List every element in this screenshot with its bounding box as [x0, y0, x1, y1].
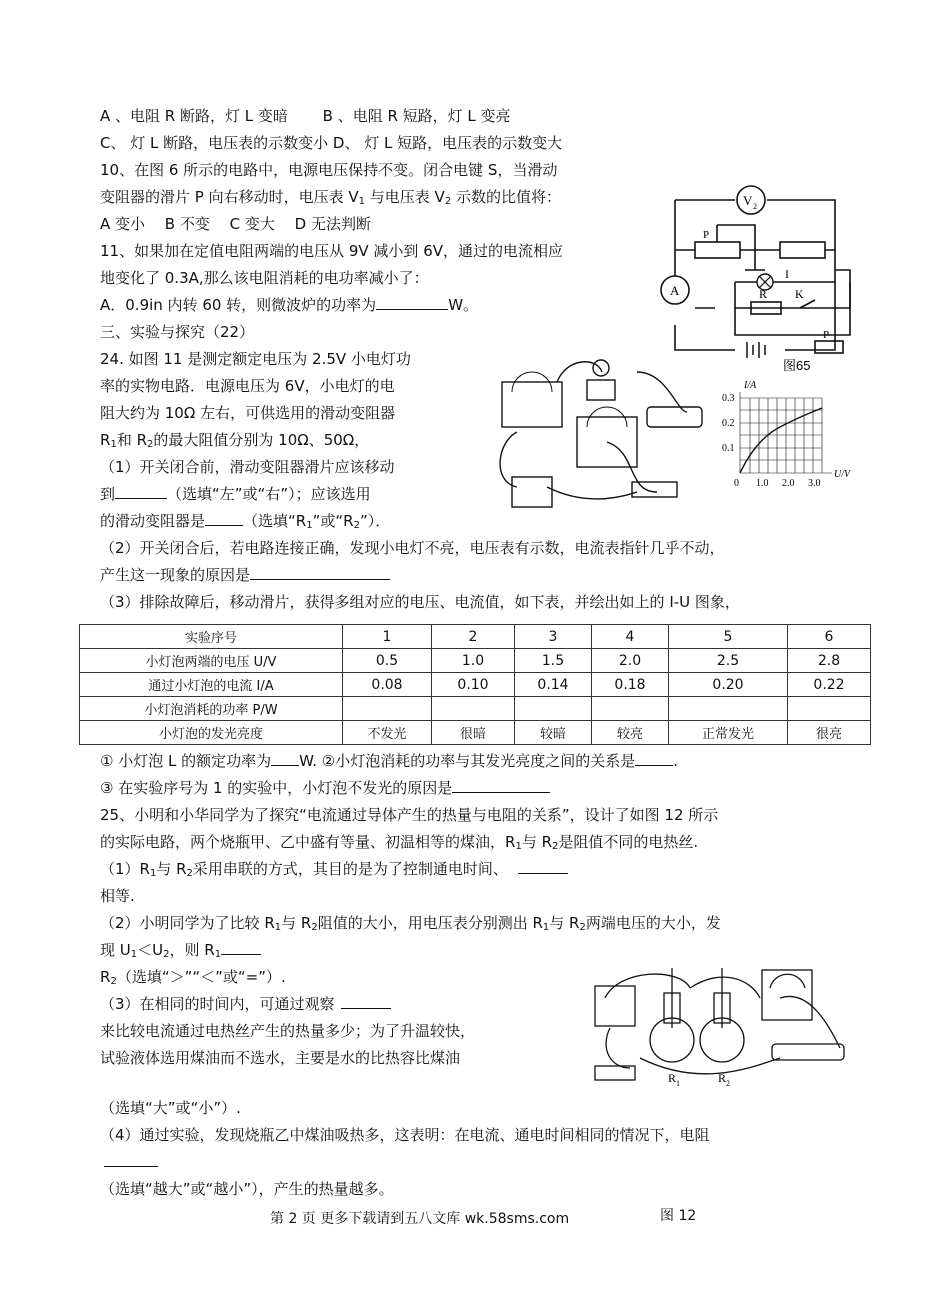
q25-part3-line1: （3）在相同的时间内，可通过观察 — [100, 993, 391, 1015]
apparatus-fig12 — [580, 958, 860, 1100]
q25-line1: 25、小明和小华同学为了探究“电流通过导体产生的热量与电阻的关系”，设计了如图 12 所示 — [100, 806, 719, 824]
table-cell — [343, 697, 432, 721]
voltmeter-device — [762, 970, 812, 1020]
table-cell: 5 — [669, 625, 788, 649]
svg-text:2: 2 — [726, 1079, 730, 1088]
table-cell — [592, 697, 669, 721]
table-cell: 6 — [788, 625, 871, 649]
q25-part2-line1: （2）小明同学为了比较 $R_1$与 $R_2$阻值的大小，用电压表分别测出 $R_1$与 $R_2$两端电压的大小，发 — [100, 914, 721, 933]
rheostat-device — [647, 407, 702, 427]
svg-text:R: R — [759, 287, 768, 301]
table-cell: 小灯泡的发光亮度 — [80, 721, 343, 745]
physical-circuit-fig11 — [487, 352, 712, 512]
option-line-ab: A 、电阻 R 断路，灯 L 变暗 B 、电阻 R 短路，灯 L 变亮 — [100, 107, 511, 125]
q24-line3: 阻大约为 10Ω 左右，可供选用的滑动变阻器 — [100, 404, 396, 422]
svg-text:0: 0 — [734, 478, 739, 489]
q25-part4-line2: （选填“越大”或“越小”），产生的热量越多。 — [100, 1180, 394, 1198]
svg-text:P: P — [703, 229, 710, 241]
table-cell: 小灯泡消耗的功率 P/W — [80, 697, 343, 721]
table-cell: 0.5 — [343, 649, 432, 673]
q24-part3-line1: （3）排除故障后，移动滑片，获得多组对应的电压、电流值，如下表，并绘出如上的 I-U 图象， — [100, 593, 740, 611]
svg-text:A: A — [670, 283, 680, 298]
svg-text:P: P — [823, 329, 830, 341]
voltmeter-device — [502, 382, 562, 427]
table-cell: 较亮 — [592, 721, 669, 745]
q25-part3-line2: 来比较电流通过电热丝产生的热量多少；为了升温较快， — [100, 1022, 476, 1040]
bulb-icon — [593, 360, 609, 376]
figure-12-caption: 图 12 — [660, 1208, 697, 1224]
table-cell — [788, 697, 871, 721]
q11-line1: 11、如果加在定值电阻两端的电压从 9V 减小到 6V，通过的电流相应 — [100, 242, 564, 260]
q25-part3-line3: 试验液体选用煤油而不选水，主要是水的比热容比煤油 — [100, 1049, 461, 1067]
circuit-diagram-fig65 — [655, 170, 865, 380]
table-cell: 通过小灯泡的电流 I/A — [80, 673, 343, 697]
table-cell: 0.14 — [515, 673, 592, 697]
table-cell: 较暗 — [515, 721, 592, 745]
svg-text:0.2: 0.2 — [722, 418, 735, 429]
table-cell: 1.0 — [432, 649, 515, 673]
table-row — [80, 697, 871, 721]
table-cell: 2.0 — [592, 649, 669, 673]
table-cell: 很暗 — [432, 721, 515, 745]
table-cell: 0.22 — [788, 673, 871, 697]
q24-line2: 率的实物电路．电源电压为 6V，小电灯的电 — [100, 377, 395, 395]
rheostat-device — [772, 1044, 844, 1060]
resistor-symbol — [780, 242, 825, 258]
svg-text:U/V: U/V — [834, 469, 851, 480]
q25-part4-blank — [100, 1151, 158, 1173]
svg-text:1.0: 1.0 — [756, 478, 769, 489]
q25-part2-line3: $R_2$（选填“＞”“＜”或“=”）. — [100, 968, 286, 987]
table-cell: 1 — [343, 625, 432, 649]
battery-pack — [595, 986, 635, 1026]
table-cell: 实验序号 — [80, 625, 343, 649]
table-cell: 4 — [592, 625, 669, 649]
q25-part1-line1: $(1)R_1$与 $R_2$采用串联的方式，其目的是为了控制通电时间、 — [100, 858, 568, 885]
table-cell: 正常发光 — [669, 721, 788, 745]
q24-part1-line1: （1）开关闭合前，滑动变阻器滑片应该移动 — [100, 458, 395, 476]
table-cell: 1.5 — [515, 649, 592, 673]
table-cell: 0.18 — [592, 673, 669, 697]
battery-box — [512, 477, 552, 507]
q24-part2-line1: （2）开关闭合后，若电路连接正确，发现小电灯不亮，电压表有示数，电流表指针几乎不动， — [100, 539, 725, 557]
q10-line2: 变阻器的滑片 P 向右移动时，电压表 $V_1$ 与电压表 $V_2$ 示数的比值将： — [100, 188, 561, 207]
q24-line1: 24. 如图 11 是测定额定电压为 2.5V 小电灯功 — [100, 350, 411, 368]
q25-line2: 的实际电路，两个烧瓶甲、乙中盛有等量、初温相等的煤油，$R_1$与 $R_2$是阻值不同的电热丝. — [100, 833, 699, 852]
svg-text:1: 1 — [676, 1079, 680, 1088]
table-cell — [515, 697, 592, 721]
q11-line2: 地变化了 0.3A,那么该电阻消耗的电功率减小了： — [100, 269, 429, 287]
experiment-table — [79, 624, 871, 745]
q24-subq3: ③ 在实验序号为 1 的实验中，小灯泡不发光的原因是 — [100, 777, 550, 799]
svg-text:3.0: 3.0 — [808, 478, 821, 489]
section-3-title: 三、实验与探究（22） — [100, 323, 255, 341]
table-row — [80, 673, 871, 697]
svg-text:2: 2 — [753, 202, 757, 211]
option-line-cd: C、 灯 L 断路，电压表的示数变小 D、 灯 L 短路，电压表的示数变大 — [100, 134, 563, 152]
svg-text:I/A: I/A — [744, 380, 757, 391]
table-cell: 很亮 — [788, 721, 871, 745]
iu-curve — [740, 408, 822, 473]
iu-graph — [722, 378, 852, 496]
q25-part2-line2: 现 $U_1<U_2$，则 $R_1$ — [100, 939, 261, 966]
svg-text:R: R — [718, 1071, 727, 1085]
page-footer: 第 2 页 更多下载请到五八文库 wk.58sms.com — [270, 1211, 570, 1227]
svg-text:V: V — [743, 193, 753, 208]
table-cell: 2.8 — [788, 649, 871, 673]
svg-text:0.3: 0.3 — [722, 393, 735, 404]
svg-text:I: I — [785, 267, 789, 281]
rheostat-symbol — [695, 242, 740, 258]
q10-line1: 10、在图 6 所示的电路中，电源电压保持不变。闭合电键 S，当滑动 — [100, 161, 558, 179]
table-cell: 2.5 — [669, 649, 788, 673]
q24-part2-line2: 产生这一现象的原因是 — [100, 564, 390, 586]
svg-text:图65: 图65 — [783, 358, 811, 373]
q25-part1-line2: 相等. — [100, 887, 135, 905]
q10-options: A 变小 B 不变 C 变大 D 无法判断 — [100, 215, 371, 233]
q24-line4: $R_1$和 $R_2$的最大阻值分别为 10Ω、50Ω， — [100, 431, 370, 450]
table-cell: 0.10 — [432, 673, 515, 697]
table-cell: 0.20 — [669, 673, 788, 697]
svg-text:2.0: 2.0 — [782, 478, 795, 489]
table-cell — [669, 697, 788, 721]
svg-text:0.1: 0.1 — [722, 443, 735, 454]
q11-line3: A．0.9in 内转 60 转，则微波炉的功率为 W。 — [100, 296, 479, 314]
table-cell: 不发光 — [343, 721, 432, 745]
q24-part1-line3: 的滑动变阻器是 （选填“$R_1$”或“$R_2$”）． — [100, 512, 391, 531]
table-row — [80, 721, 871, 745]
table-row — [80, 649, 871, 673]
table-row — [80, 625, 871, 649]
q25-part4-line1: （4）通过实验，发现烧瓶乙中煤油吸热多，这表明：在电流、通电时间相同的情况下，电阻 — [100, 1126, 710, 1144]
svg-text:K: K — [795, 287, 804, 301]
q25-part3-line4: （选填“大”或“小”）. — [100, 1099, 241, 1117]
table-cell: 小灯泡两端的电压 U/V — [80, 649, 343, 673]
lamp-holder — [587, 380, 615, 400]
table-cell: 0.08 — [343, 673, 432, 697]
q24-part1-line2: 到 （选填“左”或“右”）；应该选用 — [100, 485, 371, 503]
table-cell — [432, 697, 515, 721]
svg-text:R: R — [668, 1071, 677, 1085]
q24-subq1: ① 小灯泡 L 的额定功率为 W. ②小灯泡消耗的功率与其发光亮度之间的关系是 . — [100, 752, 678, 770]
table-cell: 2 — [432, 625, 515, 649]
table-cell: 3 — [515, 625, 592, 649]
